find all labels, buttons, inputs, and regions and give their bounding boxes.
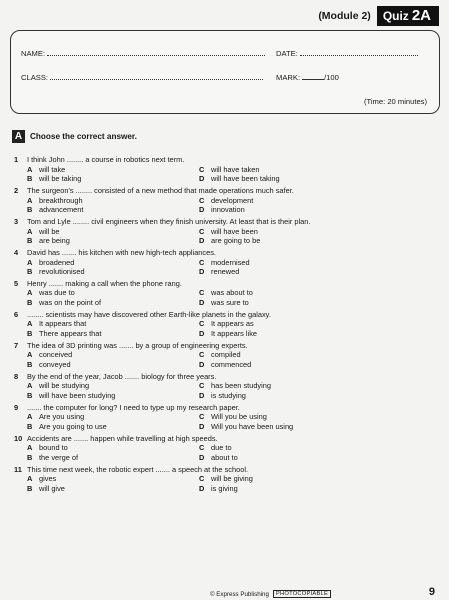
- option-text: will be taking: [39, 174, 82, 184]
- answer-option[interactable]: [199, 298, 399, 308]
- date-field[interactable]: [276, 49, 418, 58]
- answer-option[interactable]: [199, 484, 399, 494]
- mark-label: MARK:: [276, 73, 301, 82]
- option-letter: A: [27, 288, 33, 298]
- option-text: due to: [211, 443, 232, 453]
- option-letter: D: [199, 267, 205, 277]
- answer-options: [14, 443, 434, 462]
- option-letter: A: [27, 319, 33, 329]
- section-instruction: Choose the correct answer.: [30, 132, 137, 141]
- answer-option[interactable]: [199, 329, 399, 339]
- date-blank[interactable]: [300, 49, 418, 56]
- option-text: bound to: [39, 443, 68, 453]
- question-stem: [14, 372, 434, 382]
- quiz-number: 2A: [411, 7, 431, 24]
- option-text: broadened: [39, 257, 75, 267]
- option-letter: C: [199, 257, 205, 267]
- question-stem: [14, 217, 434, 227]
- name-label: NAME:: [21, 49, 46, 58]
- question-item: [14, 186, 434, 215]
- question-stem: [14, 310, 434, 320]
- section-letter-badge: A: [12, 130, 25, 143]
- class-blank[interactable]: [50, 73, 263, 80]
- question-number: 6: [14, 309, 19, 319]
- option-text: Are you using: [39, 412, 85, 422]
- question-item: [14, 403, 434, 432]
- answer-option[interactable]: [199, 174, 399, 184]
- answer-option[interactable]: [27, 422, 199, 432]
- question-number: 10: [14, 433, 23, 443]
- answer-option[interactable]: [27, 227, 199, 237]
- question-number: 4: [14, 247, 19, 257]
- question-item: [14, 372, 434, 401]
- option-letter: D: [199, 205, 205, 215]
- publisher-name: © Express Publishing: [210, 590, 269, 598]
- question-text: ........ scientists may have discovered other Earth-like planets in the galaxy.: [27, 309, 271, 319]
- option-text: was sure to: [211, 298, 249, 308]
- answer-option[interactable]: [199, 319, 399, 329]
- question-stem: [14, 465, 434, 475]
- answer-option[interactable]: [27, 205, 199, 215]
- option-text: are going to be: [211, 236, 261, 246]
- option-text: development: [211, 195, 254, 205]
- option-text: Will you be using: [211, 412, 267, 422]
- answer-option[interactable]: [27, 443, 199, 453]
- option-text: will take: [39, 164, 66, 174]
- answer-options: [14, 288, 434, 307]
- publisher-line: [210, 590, 331, 598]
- option-text: are being: [39, 236, 70, 246]
- answer-option[interactable]: [27, 329, 199, 339]
- answer-option[interactable]: [27, 391, 199, 401]
- answer-options: [14, 381, 434, 400]
- option-letter: C: [199, 226, 205, 236]
- answer-option[interactable]: [27, 474, 199, 484]
- option-letter: A: [27, 381, 33, 391]
- question-item: [14, 217, 434, 246]
- answer-option[interactable]: [199, 258, 399, 268]
- answer-option[interactable]: [27, 288, 199, 298]
- question-number: 9: [14, 402, 19, 412]
- answer-option[interactable]: [199, 474, 399, 484]
- mark-blank[interactable]: [302, 73, 324, 80]
- option-letter: B: [27, 298, 33, 308]
- question-item: [14, 155, 434, 184]
- option-letter: D: [199, 421, 205, 431]
- page-number: 9: [428, 586, 435, 598]
- answer-option[interactable]: [27, 381, 199, 391]
- option-letter: D: [199, 360, 205, 369]
- question-stem: [14, 248, 434, 258]
- question-number: 1: [14, 155, 19, 164]
- option-text: gives: [39, 474, 57, 484]
- time-limit: (Time: 20 minutes): [363, 97, 427, 106]
- answer-option[interactable]: [27, 236, 199, 246]
- answer-option[interactable]: [199, 360, 399, 370]
- option-text: conceived: [39, 350, 73, 360]
- option-letter: C: [199, 195, 205, 205]
- class-field[interactable]: [21, 73, 263, 82]
- question-text: I think John ........ a course in robotics next term.: [27, 155, 185, 164]
- answer-options: [14, 350, 434, 369]
- option-letter: A: [27, 164, 33, 174]
- option-letter: D: [199, 483, 205, 493]
- question-stem: [14, 341, 434, 351]
- quiz-title-box: [377, 6, 439, 26]
- option-letter: B: [27, 329, 33, 339]
- answer-option[interactable]: [199, 381, 399, 391]
- answer-option[interactable]: [199, 288, 399, 298]
- question-text: ....... the computer for long? I need to type up my research paper.: [27, 402, 240, 412]
- answer-options: [14, 258, 434, 277]
- answer-option[interactable]: [27, 360, 199, 370]
- option-text: innovation: [211, 205, 245, 215]
- option-letter: C: [199, 381, 205, 391]
- option-text: was due to: [39, 288, 75, 298]
- name-field[interactable]: [21, 49, 265, 58]
- answer-option[interactable]: [199, 227, 399, 237]
- question-stem: [14, 403, 434, 413]
- option-text: Will you have been using: [211, 421, 294, 431]
- option-letter: A: [27, 350, 33, 360]
- class-label: CLASS:: [21, 73, 49, 82]
- option-text: is giving: [211, 483, 238, 493]
- answer-option[interactable]: [27, 484, 199, 494]
- answer-option[interactable]: [27, 267, 199, 277]
- mark-field[interactable]: [276, 73, 339, 82]
- option-text: compiled: [211, 350, 241, 360]
- answer-option[interactable]: [199, 196, 399, 206]
- option-text: the verge of: [39, 452, 79, 462]
- option-letter: D: [199, 298, 205, 308]
- option-letter: A: [27, 412, 33, 422]
- module-label: (Module 2): [318, 10, 371, 22]
- option-letter: B: [27, 390, 33, 400]
- answer-option[interactable]: [199, 350, 399, 360]
- option-text: conveyed: [39, 360, 71, 369]
- answer-option[interactable]: [27, 174, 199, 184]
- option-text: breakthrough: [39, 195, 83, 205]
- option-letter: B: [27, 421, 33, 431]
- option-letter: D: [199, 452, 205, 462]
- option-letter: B: [27, 174, 33, 184]
- answer-options: [14, 412, 434, 431]
- answer-option[interactable]: [27, 412, 199, 422]
- question-text: The idea of 3D printing was ....... by a group of engineering experts.: [27, 340, 248, 350]
- question-text: This time next week, the robotic expert ....... a speech at the school.: [27, 464, 249, 474]
- option-text: about to: [211, 452, 238, 462]
- answer-option[interactable]: [199, 267, 399, 277]
- option-text: It appears that: [39, 319, 87, 329]
- question-list: [14, 155, 434, 496]
- student-info-box: [10, 30, 440, 114]
- question-text: Tom and Lyle ........ civil engineers when they finish university. At least that is their plan.: [27, 216, 311, 226]
- option-letter: D: [199, 236, 205, 246]
- question-stem: [14, 279, 434, 289]
- option-letter: C: [199, 288, 205, 298]
- question-number: 8: [14, 371, 19, 381]
- option-letter: B: [27, 205, 33, 215]
- option-letter: B: [27, 236, 33, 246]
- option-letter: C: [199, 319, 205, 329]
- question-item: [14, 248, 434, 277]
- option-text: will be: [39, 226, 60, 236]
- option-text: was about to: [211, 288, 253, 298]
- question-number: 7: [14, 340, 19, 350]
- page-footer: [0, 586, 449, 598]
- option-text: Are you going to use: [39, 421, 107, 431]
- option-letter: D: [199, 174, 205, 184]
- answer-option[interactable]: [199, 412, 399, 422]
- question-item: [14, 465, 434, 494]
- answer-option[interactable]: [199, 422, 399, 432]
- option-letter: A: [27, 474, 33, 484]
- answer-option[interactable]: [27, 319, 199, 329]
- option-text: There appears that: [39, 329, 102, 339]
- answer-option[interactable]: [199, 443, 399, 453]
- answer-options: [14, 319, 434, 338]
- answer-options: [14, 165, 434, 184]
- option-letter: C: [199, 164, 205, 174]
- section-a-heading: [12, 130, 137, 143]
- option-letter: D: [199, 329, 205, 339]
- answer-options: [14, 196, 434, 215]
- option-text: will be studying: [39, 381, 90, 391]
- question-item: [14, 279, 434, 308]
- answer-option[interactable]: [199, 205, 399, 215]
- option-text: will have been studying: [39, 390, 116, 400]
- answer-option[interactable]: [27, 165, 199, 175]
- option-text: It appears as: [211, 319, 254, 329]
- option-letter: B: [27, 267, 33, 277]
- option-text: will give: [39, 483, 65, 493]
- question-text: Henry ....... making a call when the phone rang.: [27, 278, 182, 288]
- option-text: commenced: [211, 360, 252, 369]
- option-letter: C: [199, 443, 205, 453]
- quiz-header: [318, 6, 439, 26]
- question-item: [14, 341, 434, 370]
- quiz-word: Quiz: [382, 9, 409, 23]
- option-text: will have been: [211, 226, 258, 236]
- answer-options: [14, 474, 434, 493]
- answer-option[interactable]: [27, 350, 199, 360]
- answer-option[interactable]: [199, 391, 399, 401]
- question-item: [14, 310, 434, 339]
- question-text: Accidents are ....... happen while travelling at high speeds.: [27, 433, 218, 443]
- question-text: David has ....... his kitchen with new high-tech appliances.: [27, 247, 216, 257]
- answer-option[interactable]: [199, 453, 399, 463]
- option-letter: A: [27, 257, 33, 267]
- option-text: will be giving: [211, 474, 253, 484]
- answer-options: [14, 227, 434, 246]
- option-text: advancement: [39, 205, 84, 215]
- question-item: [14, 434, 434, 463]
- question-stem: [14, 434, 434, 444]
- option-text: is studying: [211, 390, 246, 400]
- option-letter: A: [27, 226, 33, 236]
- option-text: will have been taking: [211, 174, 280, 184]
- question-text: By the end of the year, Jacob ....... biology for three years.: [27, 371, 217, 381]
- answer-option[interactable]: [27, 196, 199, 206]
- answer-option[interactable]: [27, 298, 199, 308]
- option-letter: C: [199, 350, 205, 360]
- option-letter: C: [199, 474, 205, 484]
- option-text: modernised: [211, 257, 250, 267]
- option-letter: D: [199, 390, 205, 400]
- option-text: was on the point of: [39, 298, 102, 308]
- question-number: 5: [14, 278, 19, 288]
- option-text: has been studying: [211, 381, 271, 391]
- answer-option[interactable]: [27, 258, 199, 268]
- option-letter: A: [27, 443, 33, 453]
- question-stem: [14, 155, 434, 165]
- option-letter: A: [27, 195, 33, 205]
- question-number: 11: [14, 464, 22, 474]
- option-text: It appears like: [211, 329, 258, 339]
- question-number: 2: [14, 185, 19, 195]
- option-letter: C: [199, 412, 205, 422]
- answer-option[interactable]: [27, 453, 199, 463]
- option-letter: B: [27, 360, 33, 369]
- answer-option[interactable]: [199, 165, 399, 175]
- option-text: will have taken: [211, 164, 260, 174]
- option-letter: B: [27, 483, 33, 493]
- option-letter: B: [27, 452, 33, 462]
- name-blank[interactable]: [47, 49, 265, 56]
- question-number: 3: [14, 216, 19, 226]
- question-text: The surgeon's ........ consisted of a new method that made operations much safer.: [27, 185, 294, 195]
- mark-total: /100: [324, 73, 339, 82]
- answer-option[interactable]: [199, 236, 399, 246]
- option-text: renewed: [211, 267, 240, 277]
- date-label: DATE:: [276, 49, 298, 58]
- photocopiable-stamp: PHOTOCOPIABLE: [273, 590, 331, 598]
- question-stem: [14, 186, 434, 196]
- option-text: revolutionised: [39, 267, 85, 277]
